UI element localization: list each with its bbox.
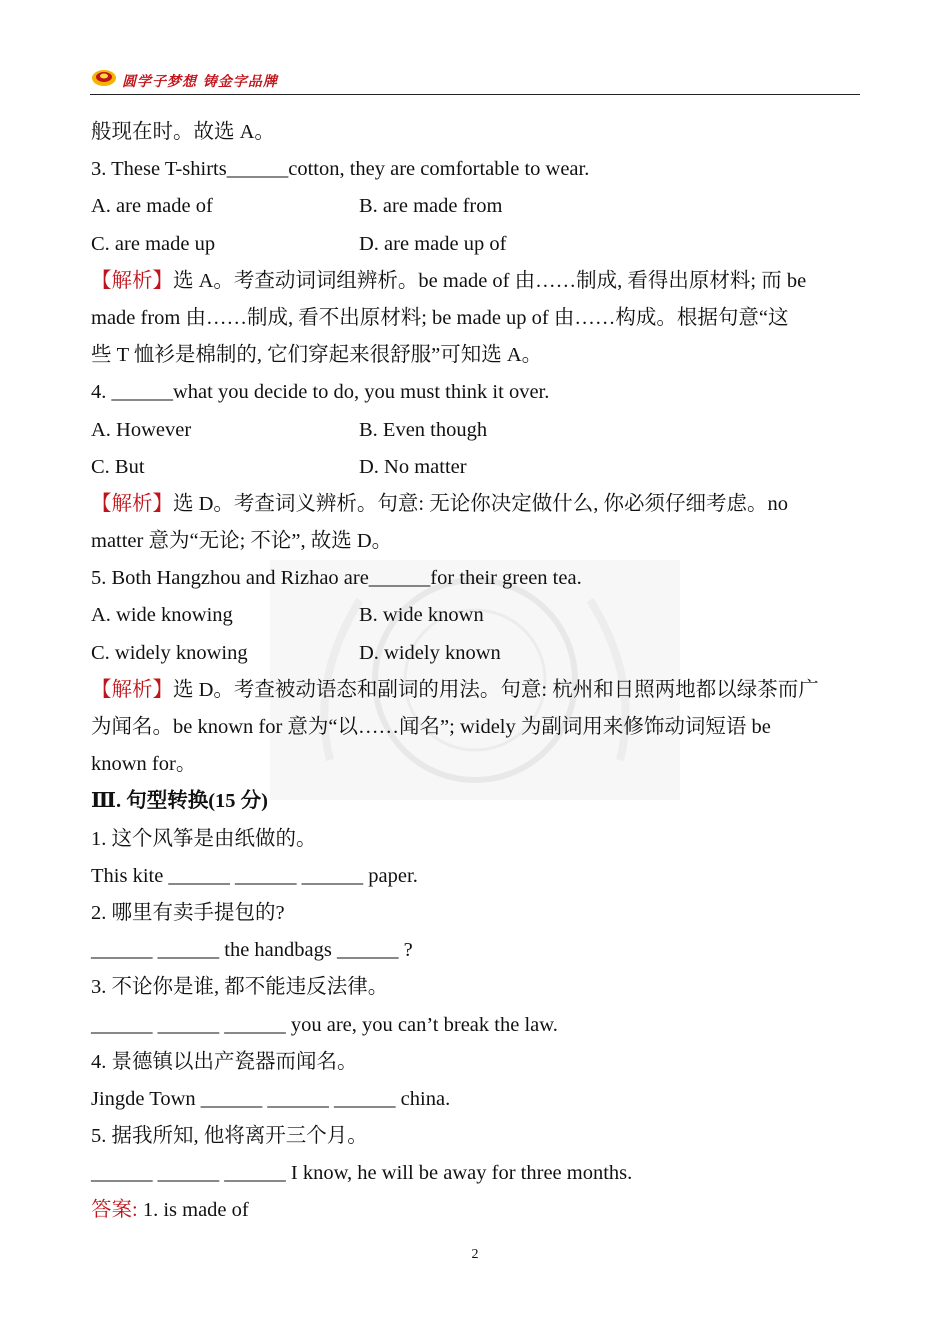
option-row <box>91 635 861 672</box>
text-line: 2. 哪里有卖手提包的? <box>91 901 285 924</box>
analysis-label: 【解析】 <box>91 678 173 701</box>
option-row <box>91 226 861 263</box>
option-right: B. Even though <box>359 418 488 441</box>
line-text: 选 D。考查被动语态和副词的用法。句意: 杭州和日照两地都以绿茶而广 <box>173 678 819 701</box>
text-line: 4. ______what you decide to do, you must think it over. <box>91 381 550 404</box>
analysis-label: 【解析】 <box>91 269 173 292</box>
option-left: A. are made of <box>91 195 213 218</box>
text-line: ______ ______ the handbags ______ ? <box>91 939 413 962</box>
analysis-line <box>91 263 861 300</box>
option-left: C. are made up <box>91 232 216 255</box>
page-number: 2 <box>471 1247 479 1262</box>
option-row <box>91 597 861 634</box>
option-left: A. wide knowing <box>91 604 233 627</box>
text-line: matter 意为“无论; 不论”, 故选 D。 <box>91 530 393 553</box>
option-right: D. No matter <box>359 455 467 478</box>
analysis-label: 【解析】 <box>91 492 173 515</box>
line-text: 选 A。考查动词词组辨析。be made of 由……制成, 看得出原材料; 而 be <box>173 269 807 292</box>
text-line: 般现在时。故选 A。 <box>91 121 275 143</box>
text-line: 5. 据我所知, 他将离开三个月。 <box>91 1125 368 1148</box>
text-line: 为闻名。be known for 意为“以……闻名”; widely 为副词用来修饰动词短语 be <box>91 716 771 738</box>
text-line: known for。 <box>91 753 197 776</box>
option-left: A. However <box>91 418 192 441</box>
analysis-line <box>91 486 861 523</box>
option-row <box>91 412 861 449</box>
answer-line <box>91 1192 861 1229</box>
text-line: 些 T 恤衫是棉制的, 它们穿起来很舒服”可知选 A。 <box>91 344 543 367</box>
option-right: D. are made up of <box>359 232 507 255</box>
option-row <box>91 188 861 225</box>
text-line: 3. 不论你是谁, 都不能违反法律。 <box>91 976 389 999</box>
option-right: D. widely known <box>359 641 501 664</box>
section-heading: Ⅲ. 句型转换(15 分) <box>91 790 268 813</box>
text-line: 5. Both Hangzhou and Rizhao are______for their green tea. <box>91 567 582 590</box>
header-slogan: 圆学子梦想 铸金字品牌 <box>122 74 278 90</box>
line-text: 选 D。考查词义辨析。句意: 无论你决定做什么, 你必须仔细考虑。no <box>173 492 788 515</box>
text-line: made from 由……制成, 看不出原材料; be made up of 由……构成。根据句意“这 <box>91 306 789 329</box>
text-line: This kite ______ ______ ______ paper. <box>91 864 418 887</box>
option-left: C. But <box>91 455 145 478</box>
analysis-line <box>91 672 861 709</box>
option-row <box>91 449 861 486</box>
line-text: 1. is made of <box>137 1199 249 1222</box>
option-right: B. wide known <box>359 604 484 627</box>
option-left: C. widely knowing <box>91 641 248 664</box>
answer-label: 答案: <box>91 1199 138 1222</box>
page-header <box>90 64 860 95</box>
text-line: ______ ______ ______ I know, he will be away for three months. <box>91 1162 633 1185</box>
text-line: 1. 这个风筝是由纸做的。 <box>91 827 317 850</box>
brand-logo-icon <box>90 66 118 88</box>
option-right: B. are made from <box>359 195 503 218</box>
text-line: 4. 景德镇以出产瓷器而闻名。 <box>91 1050 358 1073</box>
text-line: 3. These T-shirts______cotton, they are comfortable to wear. <box>91 158 590 181</box>
text-line: Jingde Town ______ ______ ______ china. <box>91 1087 451 1110</box>
text-line: ______ ______ ______ you are, you can’t break the law. <box>91 1013 558 1036</box>
document-body <box>91 114 861 1230</box>
